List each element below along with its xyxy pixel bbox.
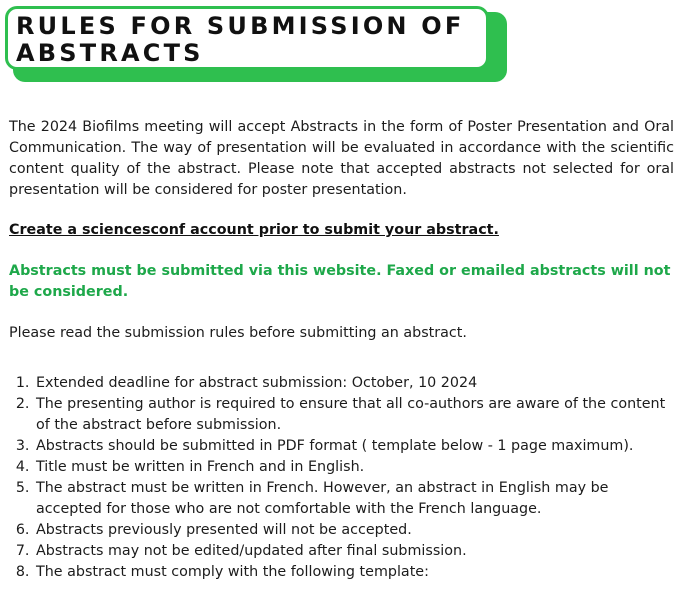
read-rules-text: Please read the submission rules before submitting an abstract. (9, 325, 467, 341)
rules-list (9, 373, 674, 583)
rule-item: 3. Abstracts should be submitted in PDF format ( template below - 1 page maximum). (34, 436, 674, 457)
rule-item: 1. Extended deadline for abstract submission: October, 10 2024 (34, 373, 674, 394)
main-content (9, 117, 674, 583)
page-title-line-2: ABSTRACTS (16, 39, 204, 67)
rule-item: 5. The abstract must be written in French. However, an abstract in English may be accepted for those who are not comfortable with the French language. (34, 478, 674, 520)
page-title-banner (5, 6, 501, 81)
submission-warning: Abstracts must be submitted via this website. Faxed or emailed abstracts will not be considered. (9, 263, 671, 300)
page-title-line-1: RULES FOR SUBMISSION OF (16, 12, 465, 40)
intro-paragraph: The 2024 Biofilms meeting will accept Abstracts in the form of Poster Presentation and Oral Communication. The way of presentation will be evaluated in accordance with the scientific content quality of the abstract. Please note that accepted abstracts not selected for oral presentation will be considered for poster presentation. (9, 119, 674, 198)
rule-item: 7. Abstracts may not be edited/updated after final submission. (34, 541, 674, 562)
rule-item: 8. The abstract must comply with the following template: (34, 562, 674, 583)
rule-item: 6. Abstracts previously presented will not be accepted. (34, 520, 674, 541)
account-notice: Create a sciencesconf account prior to submit your abstract. (9, 222, 499, 238)
page-title (16, 13, 464, 67)
rule-item: 4. Title must be written in French and in English. (34, 457, 674, 478)
rule-item: 2. The presenting author is required to ensure that all co-authors are aware of the content of the abstract before submission. (34, 394, 674, 436)
